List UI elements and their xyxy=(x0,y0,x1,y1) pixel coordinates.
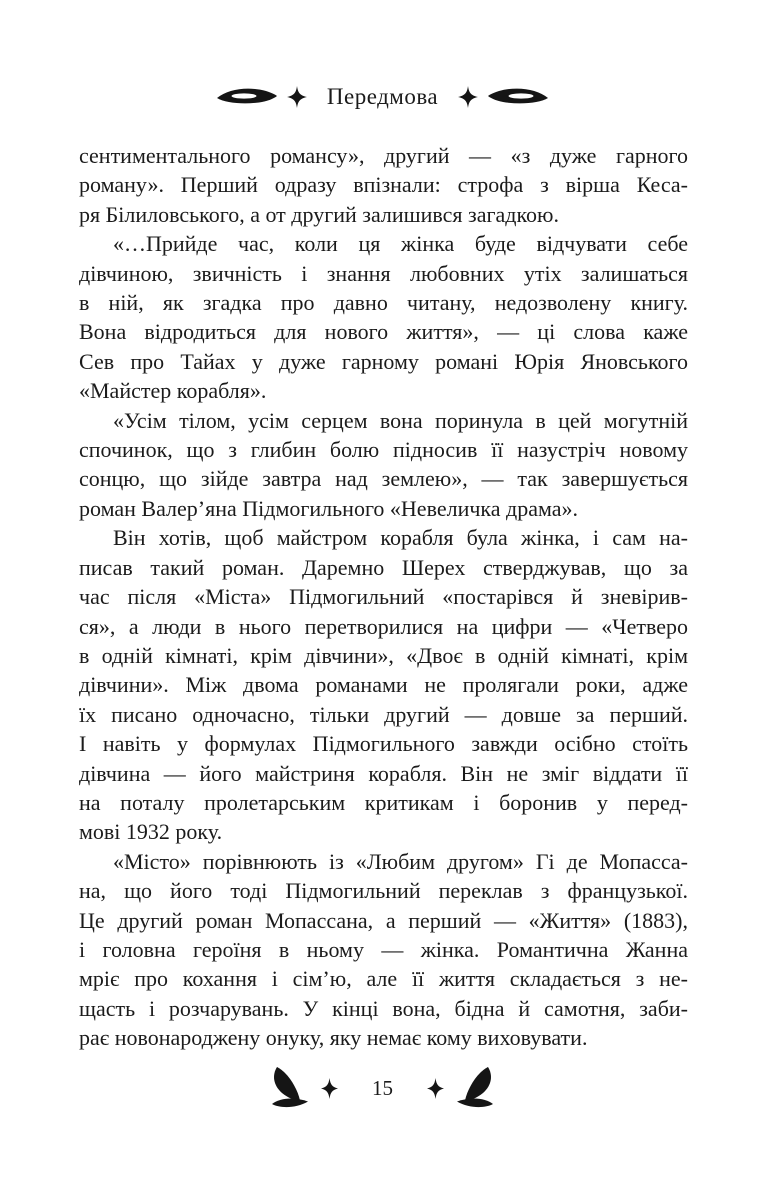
text-line: «Усім тілом, усім серцем вона поринула в цей могутній xyxy=(113,407,688,433)
leaf-icon xyxy=(216,84,278,110)
text-line: роману». Перший одразу впізнали: строфа з вірша Кеса- xyxy=(79,172,688,198)
text-line: писав такий роман. Даремно Шерех стверджував, що за xyxy=(79,554,688,580)
text-line: дівчини». Між двома романами не пролягали роки, адже xyxy=(79,672,688,698)
text-line: Це другий роман Мопассана, а перший — «Життя» (1883), xyxy=(79,907,688,933)
paragraph xyxy=(79,141,688,229)
four-pointed-star-icon xyxy=(321,1078,338,1099)
text-line: сонцю, що зійде завтра над землею», — так завершується xyxy=(79,466,688,492)
text-line: І навіть у формулах Підмогильного завжди осібно стоїть xyxy=(79,731,688,757)
text-line: час після «Міста» Підмогильний «постарівся й зневірив- xyxy=(79,584,688,610)
paragraph xyxy=(79,847,688,1053)
text-line: Сев про Тайах у дуже гарному романі Юрія Яновського xyxy=(79,348,688,374)
text-line: їх писано одночасно, тільки другий — довше за перший. xyxy=(79,701,688,727)
text-line: мові 1932 року. xyxy=(79,819,223,845)
text-line: в одній кімнаті, крім дівчини», «Двоє в одній кімнаті, крім xyxy=(79,642,688,668)
sprig-icon xyxy=(453,1066,499,1110)
page-number: 15 xyxy=(372,1075,393,1100)
chapter-header xyxy=(0,84,765,110)
text-line: спочинок, що з глибин болю підносив її назустріч новому xyxy=(79,437,688,463)
paragraph xyxy=(79,523,688,846)
text-line: ря Білиловського, а от другий залишився загадкою. xyxy=(79,201,559,227)
page-title: Передмова xyxy=(326,83,439,109)
page-footer xyxy=(0,1066,765,1110)
text-line: роман Валер’яна Підмогильного «Невеличка драма». xyxy=(79,495,579,521)
text-line: «Майстер корабля». xyxy=(79,378,267,404)
text-line: сентиментального романсу», другий — «з дуже гарного xyxy=(79,143,688,168)
four-pointed-star-icon xyxy=(427,1078,444,1099)
paragraph xyxy=(79,406,688,524)
leaf-icon xyxy=(487,84,549,110)
four-pointed-star-icon xyxy=(287,86,307,108)
text-line: дівчина — його майстриня корабля. Він не зміг віддати її xyxy=(79,760,688,786)
text-line: Вона відродиться для нового життя», — ці слова каже xyxy=(79,319,688,345)
paragraph xyxy=(79,229,688,405)
text-line: Він хотів, щоб майстром корабля була жінка, і сам на- xyxy=(113,525,688,551)
text-line: «Місто» порівнюють із «Любим другом» Гі де Мопасса- xyxy=(113,848,688,874)
text-line: в ній, як згадка про давно читану, недозволену книгу. xyxy=(79,290,688,316)
text-line: на, що його тоді Підмогильний переклав з французької. xyxy=(79,878,688,904)
text-line: і головна героїня в ньому — жінка. Романтична Жанна xyxy=(79,936,688,962)
text-line: дівчиною, звичність і знання любовних утіх залишаться xyxy=(79,260,688,286)
text-line: ся», а люди в нього перетворилися на цифри — «Четверо xyxy=(79,613,688,639)
text-block xyxy=(79,141,688,1053)
sprig-icon xyxy=(266,1066,312,1110)
text-line: щасть і розчарувань. У кінці вона, бідна й самотня, заби- xyxy=(79,995,688,1021)
text-line: мріє про кохання і сім’ю, але її життя складається з не- xyxy=(79,966,688,992)
text-line: «…Прийде час, коли ця жінка буде відчувати себе xyxy=(113,231,688,257)
four-pointed-star-icon xyxy=(458,86,478,108)
text-line: рає новонароджену онуку, яку немає кому виховувати. xyxy=(79,1025,588,1051)
text-line: на поталу пролетарським критикам і боронив у перед- xyxy=(79,789,688,815)
